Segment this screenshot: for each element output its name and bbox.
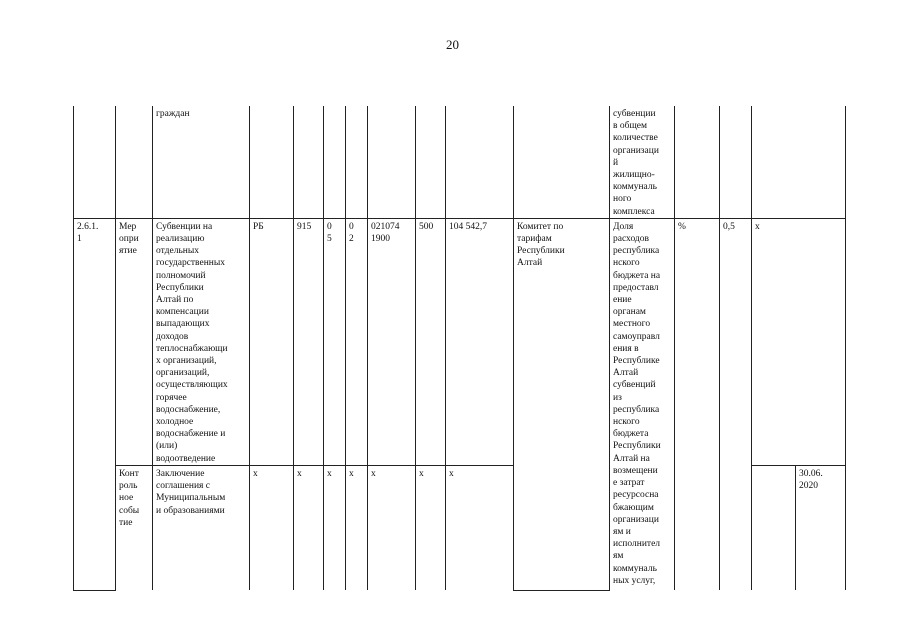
row3-date: 30.06. 2020 — [799, 468, 823, 492]
cell-amount — [446, 465, 514, 590]
cell-source — [250, 106, 294, 218]
cell-indicator — [610, 218, 675, 590]
row3-pr: x — [349, 468, 354, 479]
cell-date-blank — [752, 465, 796, 590]
cell-csr — [368, 106, 416, 218]
cell-executor — [514, 218, 610, 590]
cell-vr — [416, 106, 446, 218]
cell-type — [116, 465, 153, 590]
row2-executor: Комитет по тарифам Республики Алтай — [517, 221, 565, 269]
cell-code — [74, 106, 116, 218]
cell-amount — [446, 106, 514, 218]
page-number: 20 — [446, 37, 459, 52]
cell-executor — [514, 106, 610, 218]
budget-table — [73, 106, 846, 591]
cell-grbs — [294, 465, 324, 590]
row3-name: Заключение соглашения с Муниципальным и образованиями — [156, 468, 226, 516]
row2-indicator: Доля расходов республика нского бюджета на предоставл ение органам местного самоуправл ения в Республике Алтай субвенций из республика нского бюджета Республики Алтай на возмещени е затрат ресурсосна бжающим организаци ям и исполнител ям коммуналь ных услуг, — [613, 221, 661, 586]
cell-value — [720, 218, 752, 590]
cell-vr — [416, 465, 446, 590]
cell-source — [250, 218, 294, 465]
row3-vr: x — [419, 468, 424, 479]
cell-rz — [324, 465, 346, 590]
cell-pr — [346, 465, 368, 590]
cell-csr — [368, 465, 416, 590]
row2-grbs: 915 — [297, 221, 312, 232]
row2-vr: 500 — [419, 221, 434, 232]
cell-unit — [675, 106, 720, 218]
cell-pr — [346, 106, 368, 218]
row2-code: 2.6.1. 1 — [77, 221, 99, 245]
row2-pr: 0 2 — [349, 221, 354, 245]
cell-name — [153, 106, 250, 218]
row3-amount: x — [449, 468, 454, 479]
row2-name: Субвенции на реализацию отдельных государственных полномочий Республики Алтай по компенсации выпадающих доходов теплоснабжающи х организаций, организаций, осуществляющих горячее водоснабжение, холодное водоснабжение и (или) водоотведение — [156, 221, 228, 464]
cell-name — [153, 465, 250, 590]
row3-csr: x — [371, 468, 376, 479]
cell-indicator — [610, 106, 675, 218]
row1-name: граждан — [156, 109, 190, 119]
cell-amount — [446, 218, 514, 465]
row1-indicator: субвенции в общем количестве организаци й жилищно- коммуналь ного комплекса — [613, 109, 659, 217]
cell-type — [116, 218, 153, 465]
row2-csr: 021074 1900 — [371, 221, 400, 245]
row3-grbs: x — [297, 468, 302, 479]
cell-csr — [368, 218, 416, 465]
row2-rz: 0 5 — [327, 221, 332, 245]
cell-date — [752, 106, 846, 218]
row2-unit: % — [678, 221, 686, 232]
table-row — [74, 218, 846, 465]
table-row — [74, 106, 846, 218]
row2-amount: 104 542,7 — [449, 221, 487, 232]
cell-grbs — [294, 106, 324, 218]
row3-type: Конт роль ное собы тие — [119, 468, 140, 528]
cell-type — [116, 106, 153, 218]
cell-source — [250, 465, 294, 590]
row2-source: РБ — [253, 221, 264, 232]
row3-source: x — [253, 468, 258, 479]
cell-unit — [675, 218, 720, 590]
cell-rz — [324, 106, 346, 218]
row2-type: Мер опри ятие — [119, 221, 139, 257]
cell-pr — [346, 218, 368, 465]
cell-vr — [416, 218, 446, 465]
cell-grbs — [294, 218, 324, 465]
cell-date — [752, 218, 846, 465]
row3-rz: x — [327, 468, 332, 479]
cell-value — [720, 106, 752, 218]
cell-rz — [324, 218, 346, 465]
row2-date: x — [755, 221, 760, 232]
cell-date — [796, 465, 846, 590]
cell-name — [153, 218, 250, 465]
row2-value: 0,5 — [723, 221, 735, 232]
cell-code — [74, 218, 116, 590]
